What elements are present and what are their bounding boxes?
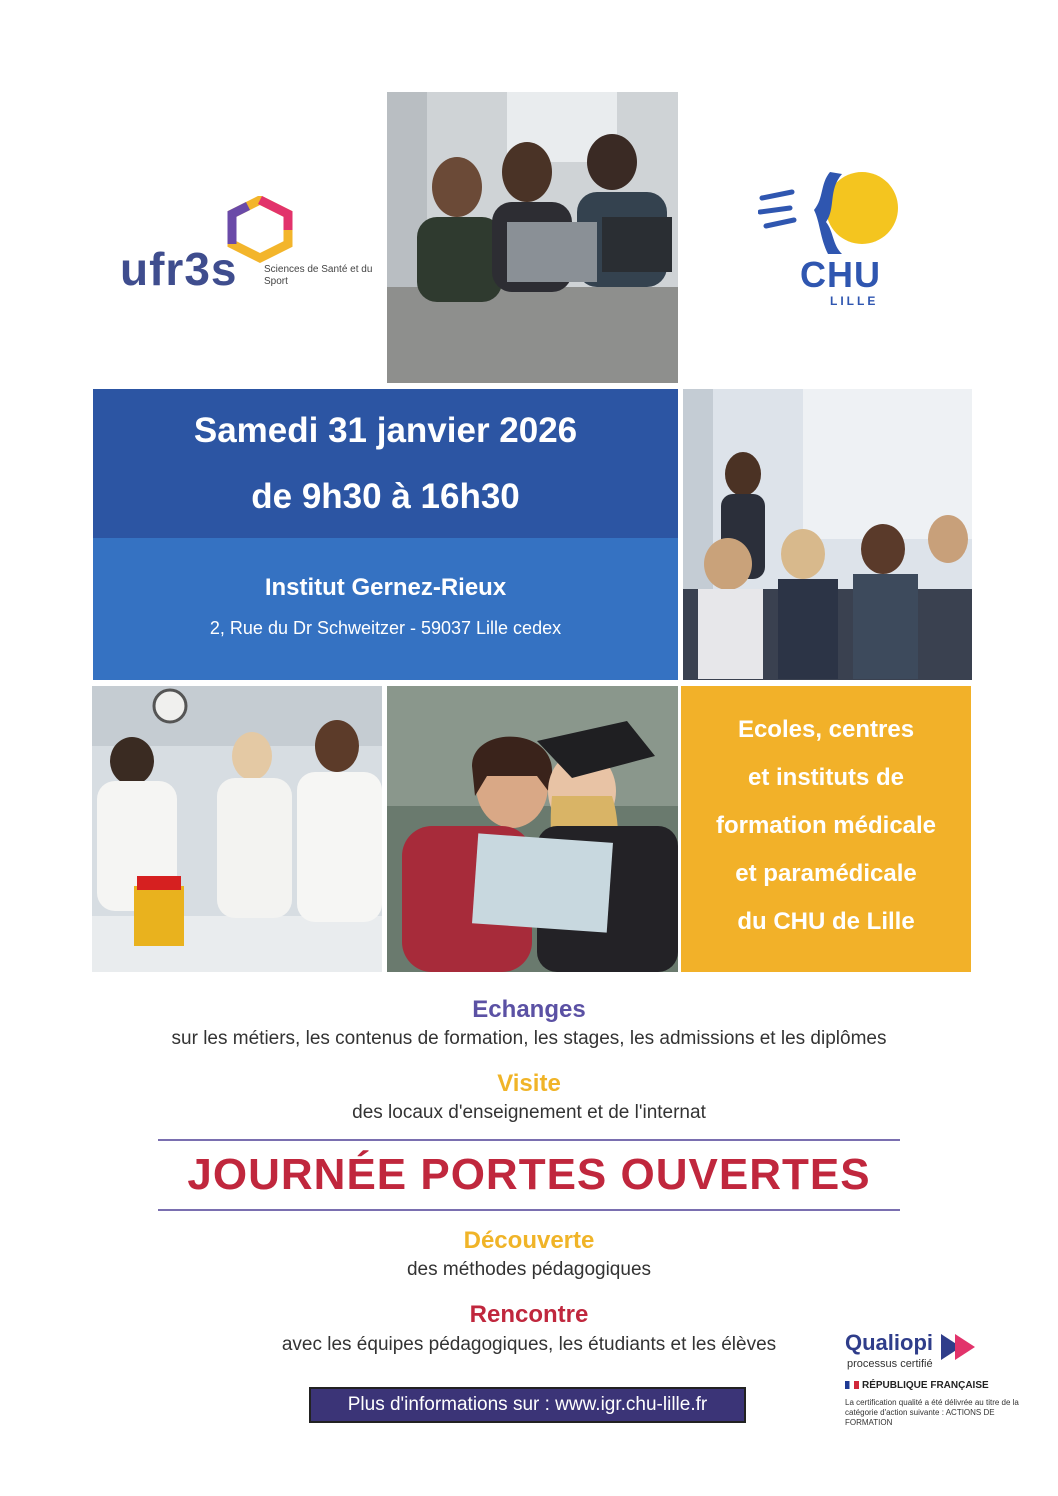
ufr3s-logo: [118, 190, 373, 300]
decouverte-text: des méthodes pédagogiques: [406, 1259, 652, 1280]
more-info-link[interactable]: Plus d'informations sur : www.igr.chu-lille.fr: [347, 1394, 708, 1415]
schools-panel: [681, 686, 971, 972]
qualiopi-note: La certification qualité a été délivrée au titre de la catégorie d'action suivante : ACTIONS DE FORMATION: [845, 1398, 1019, 1427]
echanges-text: sur les métiers, les contenus de formation, les stages, les admissions et les diplômes: [171, 1028, 887, 1049]
french-flag-icon: [845, 1381, 859, 1389]
ufr3s-subtitle: Sciences de Santé et du Sport: [264, 264, 373, 287]
qualiopi-arrows-icon: [941, 1334, 985, 1360]
open-day-banner: JOURNÉE PORTES OUVERTES: [187, 1150, 871, 1199]
photo-nursing-practice: [92, 686, 382, 972]
venue-name: Institut Gernez-Rieux: [264, 574, 507, 601]
rencontre-title: Rencontre: [469, 1301, 589, 1328]
schools-line-2: et instituts de: [747, 764, 904, 791]
schools-line-5: du CHU de Lille: [737, 908, 915, 935]
qualiopi-subtitle: processus certifié: [847, 1358, 933, 1370]
event-date: Samedi 31 janvier 2026: [193, 411, 578, 450]
event-venue-panel: [93, 538, 678, 680]
schools-line-1: Ecoles, centres: [737, 716, 915, 743]
republique-francaise-label: [845, 1380, 989, 1391]
ufr3s-wordmark: ufr3s: [120, 243, 238, 295]
venue-address: 2, Rue du Dr Schweitzer - 59037 Lille cedex: [209, 618, 562, 638]
photo-lecture-room: [683, 389, 972, 680]
photo-graduation: [387, 686, 678, 972]
event-time: de 9h30 à 16h30: [251, 477, 520, 516]
more-info-box: [309, 1387, 746, 1423]
banner-rule-top: [158, 1139, 900, 1141]
chu-wordmark: CHU: [800, 254, 881, 295]
chu-lille-emblem-icon: [758, 168, 908, 258]
decouverte-title: Découverte: [463, 1227, 595, 1254]
photo-students-classroom: [387, 92, 678, 383]
qualiopi-wordmark: Qualiopi: [845, 1330, 933, 1355]
visite-text: des locaux d'enseignement et de l'internat: [352, 1102, 706, 1123]
echanges-title: Echanges: [472, 996, 586, 1023]
republique-text: RÉPUBLIQUE FRANÇAISE: [862, 1380, 989, 1391]
visite-title: Visite: [497, 1070, 561, 1097]
chu-city: LILLE: [830, 294, 879, 308]
qualiopi-certification: [845, 1330, 1025, 1445]
event-date-panel: [93, 389, 678, 538]
schools-line-3: formation médicale: [715, 812, 937, 839]
banner-rule-bottom: [158, 1209, 900, 1211]
rencontre-text: avec les équipes pédagogiques, les étudiants et les élèves: [281, 1334, 777, 1355]
schools-line-4: et paramédicale: [735, 860, 917, 887]
chu-lille-logo: [758, 168, 908, 313]
